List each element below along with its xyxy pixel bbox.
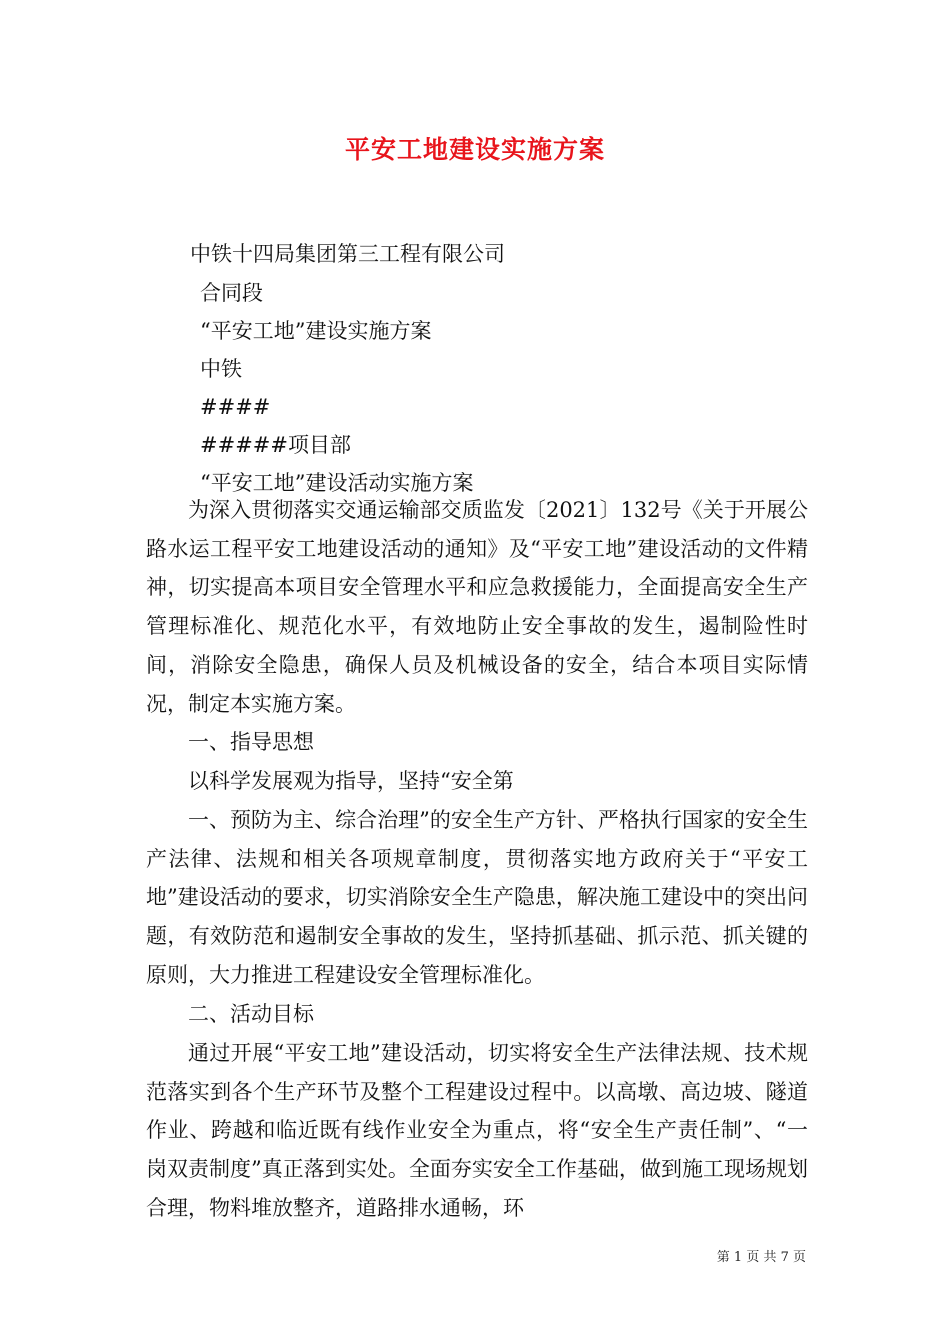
guiding-ideology-paragraph: 一、预防为主、综合治理”的安全生产方针、严格执行国家的安全生产法律、法规和相关各项规章制度，贯彻落实地方政府关于“平安工地”建设活动的要求，切实消除安全生产隐患，解决施工建设中的突出问题，有效防范和遏制安全事故的发生，坚持抓基础、抓示范、抓关键的原则，大力推进工程建设安全管理标准化。 — [146, 808, 808, 987]
section-heading-activity-goals: 二、活动目标 — [188, 1002, 314, 1026]
guiding-ideology-lead: 以科学发展观为指导，坚持“安全第 — [188, 769, 514, 793]
section-heading-guiding-ideology: 一、指导思想 — [188, 730, 314, 754]
page-footer: 第 1 页 共 7 页 — [716, 1250, 806, 1265]
redacted-line: #### — [200, 395, 271, 419]
activity-goals-paragraph: 通过开展“平安工地”建设活动，切实将安全生产法律法规、技术规范落实到各个生产环节及整个工程建设过程中。以高墩、高边坡、隧道作业、跨越和临近既有线作业安全为重点，将“安全生产责任制”、“一岗双责制度”真正落到实处。全面夯实安全工作基础，做到施工现场规划合理，物料堆放整齐，道路排水通畅，环 — [146, 1041, 808, 1220]
project-department: #####项目部 — [200, 433, 351, 457]
page-title: 平安工地建设实施方案 — [344, 135, 605, 164]
contract-section: 合同段 — [200, 281, 263, 305]
company-name: 中铁十四局集团第三工程有限公司 — [190, 242, 505, 266]
company-short: 中铁 — [200, 357, 242, 381]
plan-title-line: “平安工地”建设实施方案 — [200, 319, 432, 343]
intro-paragraph: 为深入贯彻落实交通运输部交质监发〔2021〕132号《关于开展公路水运工程平安工地建设活动的通知》及“平安工地”建设活动的文件精神，切实提高本项目安全管理水平和应急救援能力，全面提高安全生产管理标准化、规范化水平，有效地防止安全事故的发生，遏制险性时间，消除安全隐患，确保人员及机械设备的安全，结合本项目实际情况，制定本实施方案。 — [146, 498, 808, 716]
activity-plan-title: “平安工地”建设活动实施方案 — [200, 471, 474, 495]
